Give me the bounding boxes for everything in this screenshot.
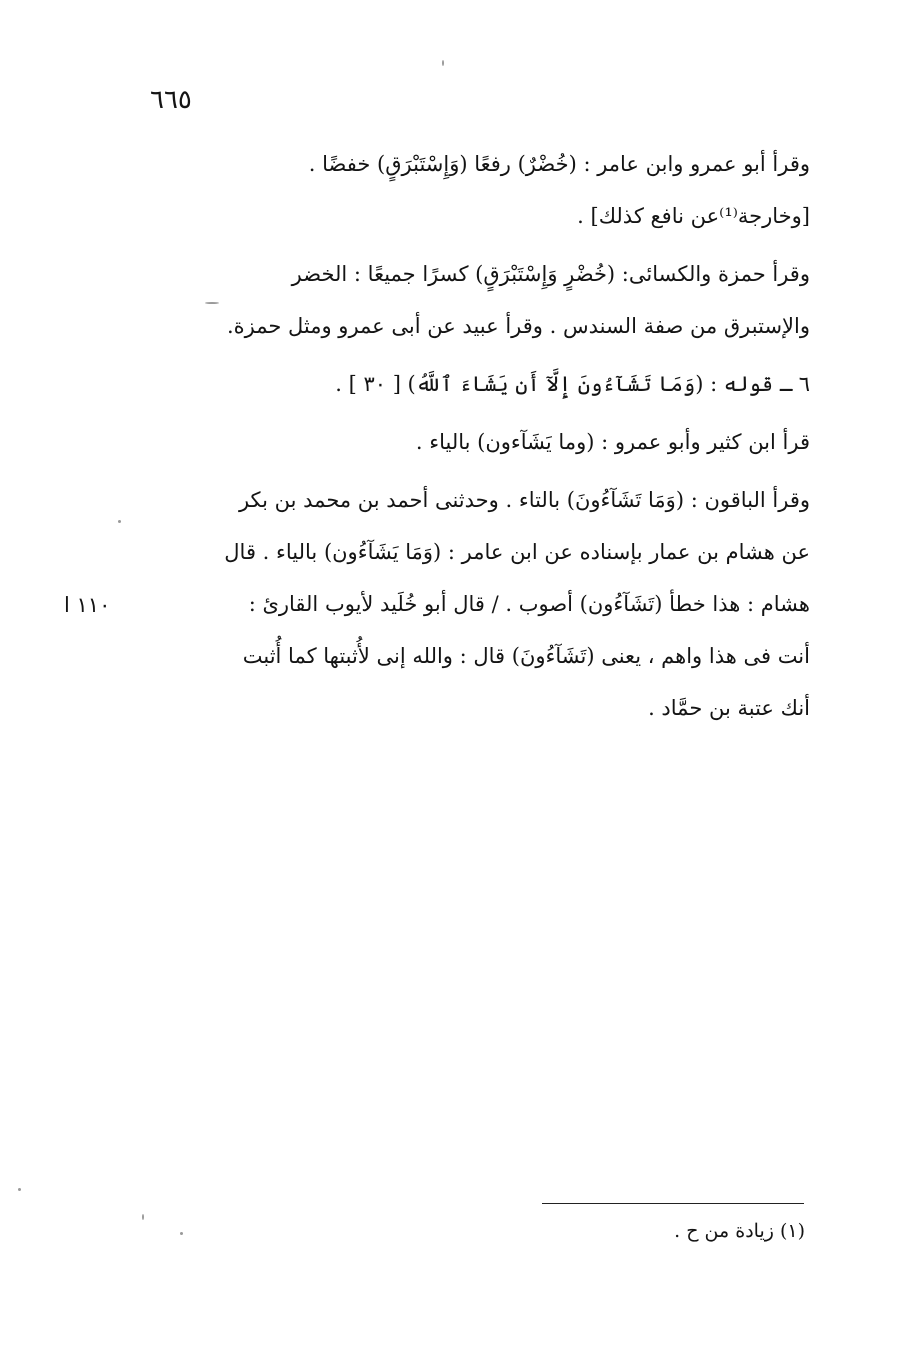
text-line: والإستبرق من صفة السندس . وقرأ عبيد عن أبى عمرو ومثل حمزة. [226, 314, 810, 338]
footnote-divider [542, 1203, 804, 1204]
paragraph-abu-amr [150, 138, 810, 242]
text-line: أنك عتبة بن حمَّاد . [648, 696, 810, 720]
page-number: ٦٦٥ [150, 85, 192, 115]
paragraph-verse-heading [150, 358, 810, 410]
footnote: (١) زيادة من ح . [674, 1220, 805, 1242]
scan-speck [180, 1232, 183, 1235]
paragraph-hamza [150, 248, 810, 352]
text-line: عن هشام بن عمار بإسناده عن ابن عامر : (وَمَا يَشَآءُون) بالياء . قال [224, 540, 810, 564]
margin-reference: ١١٠ ا [64, 593, 111, 617]
paragraph-ibn-kathir [150, 416, 810, 468]
text-line: ٦ ـ قوله : (وَمَا تَشَآءُونَ إِلَّآ أَن يَشَاءَ ٱللَّهُ) [ ٣٠ ] . [335, 372, 810, 396]
text-line: وقرأ أبو عمرو وابن عامر : (خُضْرٌ) رفعًا (وَإِسْتَبْرَقٍ) خفضًا . [308, 152, 810, 176]
text-line: وقرأ الباقون : (وَمَا تَشَآءُونَ) بالتاء . وحدثنى أحمد بن محمد بن بكر [238, 488, 810, 512]
scan-speck [205, 302, 219, 304]
main-text [150, 138, 810, 740]
scan-speck [442, 60, 444, 66]
text-line: هشام : هذا خطأ (تَشَآءُون) أصوب . / قال أبو خُلَيد لأيوب القارئ : [248, 592, 810, 616]
scan-speck [142, 1214, 144, 1220]
scan-speck [18, 1188, 21, 1191]
text-line: [وخارجة⁽¹⁾عن نافع كذلك] . [577, 204, 810, 228]
text-line: أنت فى هذا واهم ، يعنى (تَشَآءُونَ) قال : والله إنى لأُثبتها كما أُثبت [242, 644, 810, 668]
paragraph-al-baqun [150, 474, 810, 734]
text-line: قرأ ابن كثير وأبو عمرو : (وما يَشَآءون) بالياء . [415, 430, 810, 454]
scan-speck [118, 520, 121, 523]
text-line: وقرأ حمزة والكسائى: (خُضْرٍ وَإِسْتَبْرَقٍ) كسرًا جميعًا : الخضر [291, 262, 810, 286]
